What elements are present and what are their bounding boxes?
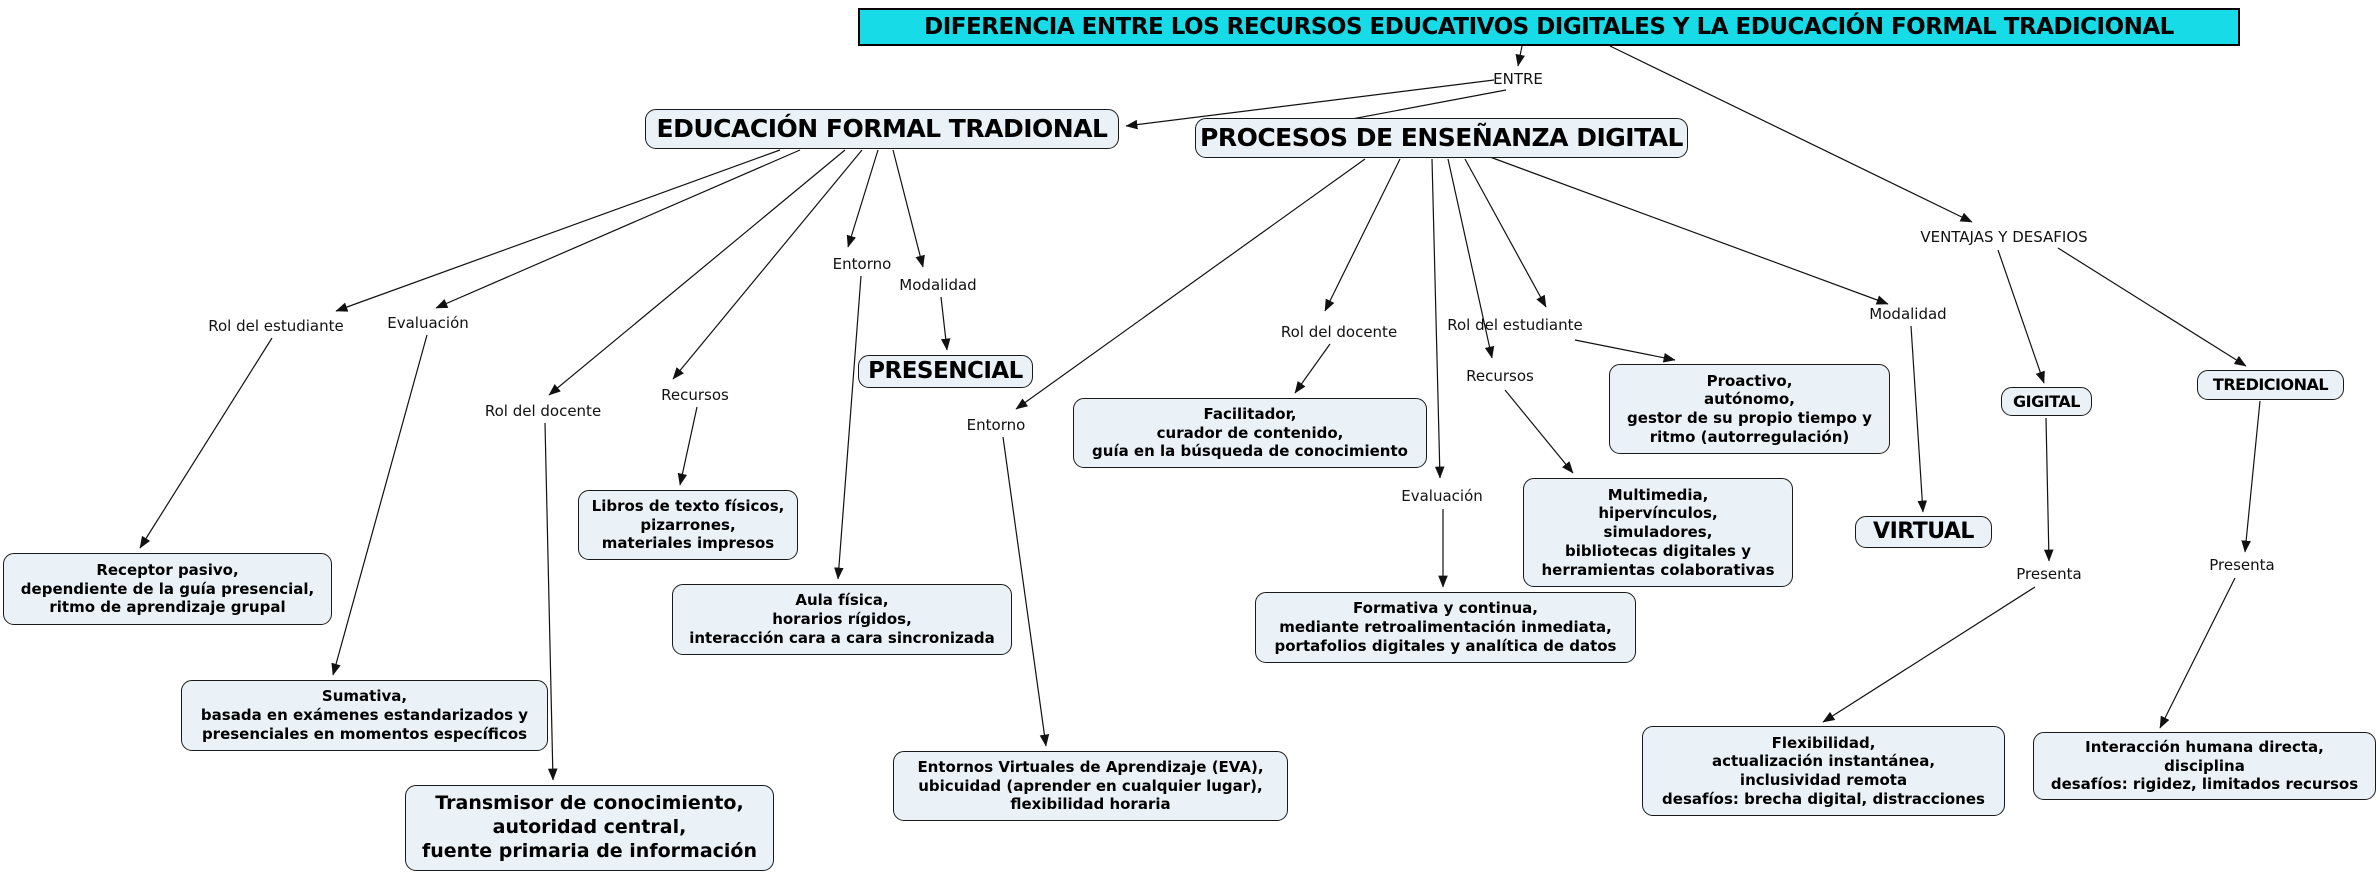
node-sumativa[interactable] — [181, 680, 548, 751]
node-transmisor-line: fuente primaria de información — [421, 839, 757, 862]
edge-modalidad-presencial — [941, 297, 947, 350]
edge-ped-rol-estudiante — [1465, 159, 1546, 307]
node-formativa-line: Formativa y continua, — [1353, 599, 1538, 618]
node-educacion-formal-tradional-line: EDUCACIÓN FORMAL TRADIONAL — [656, 114, 1108, 144]
link-label-presenta-1[interactable]: Presenta — [2016, 565, 2082, 583]
link-label-recursos-izq[interactable]: Recursos — [661, 386, 729, 404]
link-label-rol-del-estudiante-izq[interactable]: Rol del estudiante — [208, 317, 344, 335]
node-educacion-formal-tradional[interactable] — [645, 109, 1119, 149]
node-multimedia-line: simuladores, — [1603, 523, 1713, 542]
node-virtual-line: VIRTUAL — [1873, 518, 1974, 544]
link-label-recursos-centro[interactable]: Recursos — [1466, 367, 1534, 385]
edge-ventajas-tredicional — [2058, 248, 2246, 366]
edge-eft-evaluacion — [436, 150, 800, 308]
node-aula-fisica-line: Aula física, — [795, 591, 889, 610]
edge-entorno-aula — [838, 276, 861, 579]
edge-ped-rol-docente — [1325, 159, 1400, 311]
link-label-entorno-1[interactable]: Entorno — [832, 255, 892, 273]
node-transmisor-line: Transmisor de conocimiento, — [435, 792, 744, 815]
node-multimedia-line: herramientas colaborativas — [1541, 560, 1775, 579]
node-sumativa-line: presenciales en momentos específicos — [201, 724, 528, 743]
node-interaccion-humana-line: Interacción humana directa, — [2085, 737, 2324, 756]
node-eva-line: flexibilidad horaria — [1010, 795, 1171, 814]
node-eva-line: ubicuidad (aprender en cualquier lugar), — [918, 776, 1263, 795]
node-interaccion-humana[interactable] — [2033, 732, 2376, 800]
link-label-entre[interactable]: ENTRE — [1493, 70, 1543, 88]
edge-recursos-multimedia — [1505, 390, 1573, 473]
node-aula-fisica-line: interacción cara a cara sincronizada — [689, 628, 995, 647]
node-presencial[interactable] — [858, 355, 1033, 388]
node-proactivo-line: gestor de su propio tiempo y — [1627, 409, 1872, 427]
node-presencial-line: PRESENCIAL — [868, 357, 1023, 384]
edge-gigital-presenta1 — [2046, 418, 2049, 561]
node-interaccion-humana-line: disciplina — [2164, 756, 2245, 775]
link-label-presenta-2[interactable]: Presenta — [2209, 556, 2275, 574]
edge-recursos-libros — [680, 407, 697, 485]
node-flexibilidad[interactable] — [1642, 726, 2005, 816]
link-label-entorno-2[interactable]: Entorno — [966, 416, 1026, 434]
node-procesos-ensenanza-digital-line: PROCESOS DE ENSEÑANZA DIGITAL — [1200, 123, 1683, 153]
node-gigital[interactable] — [2001, 387, 2092, 416]
node-multimedia[interactable] — [1523, 478, 1793, 587]
node-eva-line: Entornos Virtuales de Aprendizaje (EVA), — [917, 757, 1264, 776]
node-flexibilidad-line: inclusividad remota — [1739, 771, 1908, 789]
node-proactivo-line: autónomo, — [1704, 390, 1795, 409]
node-facilitador-line: curador de contenido, — [1156, 423, 1344, 442]
edge-evaluacion-sumativa — [333, 335, 427, 675]
node-sumativa-line: Sumativa, — [321, 687, 408, 706]
edge-ped-entorno2 — [1016, 159, 1365, 409]
node-libros-line: materiales impresos — [601, 534, 775, 553]
node-aula-fisica-line: horarios rígidos, — [772, 610, 912, 629]
link-label-evaluacion-centro[interactable]: Evaluación — [1401, 487, 1483, 505]
node-tredicional[interactable] — [2197, 370, 2344, 400]
node-libros[interactable] — [578, 490, 798, 560]
edge-eft-entorno — [848, 150, 878, 247]
edge-rol-estudiante-proactivo — [1575, 340, 1675, 360]
edge-ventajas-gigital — [1998, 250, 2044, 383]
edge-ped-evaluacion — [1432, 159, 1440, 478]
edge-presenta1-flexibilidad — [1823, 587, 2035, 722]
node-formativa-line: mediante retroalimentación inmediata, — [1279, 618, 1612, 637]
link-label-evaluacion-izq[interactable]: Evaluación — [387, 314, 469, 332]
node-flexibilidad-line: actualización instantánea, — [1711, 752, 1936, 771]
edge-rol-estudiante-receptor — [140, 338, 272, 548]
link-label-modalidad-der[interactable]: Modalidad — [1869, 305, 1947, 323]
node-facilitador[interactable] — [1073, 398, 1427, 468]
node-aula-fisica[interactable] — [672, 584, 1012, 655]
edge-rol-docente-facilitador — [1295, 344, 1330, 393]
link-label-rol-del-docente-centro[interactable]: Rol del docente — [1280, 323, 1398, 341]
node-transmisor[interactable] — [405, 785, 774, 871]
node-multimedia-line: hipervínculos, — [1598, 504, 1718, 523]
node-multimedia-line: bibliotecas digitales y — [1564, 541, 1751, 560]
node-flexibilidad-line: Flexibilidad, — [1771, 733, 1876, 752]
node-proactivo-line: ritmo (autorregulación) — [1649, 427, 1850, 446]
node-formativa[interactable] — [1255, 592, 1636, 663]
node-receptor-pasivo-line: Receptor pasivo, — [96, 560, 239, 579]
node-sumativa-line: basada en exámenes estandarizados y — [200, 706, 529, 725]
edge-tredicional-presenta2 — [2245, 401, 2260, 552]
node-receptor-pasivo[interactable] — [3, 553, 332, 625]
link-label-rol-del-estudiante-centro[interactable]: Rol del estudiante — [1447, 316, 1583, 334]
edge-ped-modalidad — [1490, 157, 1888, 304]
node-procesos-ensenanza-digital[interactable] — [1195, 118, 1688, 158]
edge-title-entre — [1518, 46, 1522, 66]
node-receptor-pasivo-line: ritmo de aprendizaje grupal — [49, 598, 286, 617]
link-label-modalidad-1[interactable]: Modalidad — [899, 276, 977, 294]
node-gigital-line: GIGITAL — [2013, 391, 2080, 411]
node-facilitador-line: Facilitador, — [1203, 404, 1297, 423]
node-libros-line: Libros de texto físicos, — [591, 496, 785, 515]
node-formativa-line: portafolios digitales y analítica de datos — [1274, 636, 1617, 655]
node-facilitador-line: guía en la búsqueda de conocimiento — [1092, 442, 1408, 461]
edge-presenta2-interaccion — [2160, 578, 2235, 728]
link-label-rol-del-docente-izq[interactable]: Rol del docente — [484, 402, 602, 420]
node-interaccion-humana-line: desafíos: rigidez, limitados recursos — [2050, 775, 2359, 794]
node-transmisor-line: autoridad central, — [492, 816, 687, 839]
edge-eft-rol-estudiante — [336, 150, 780, 311]
node-eva[interactable] — [893, 751, 1288, 821]
node-libros-line: pizarrones, — [640, 515, 736, 534]
node-receptor-pasivo-line: dependiente de la guía presencial, — [20, 579, 315, 598]
node-virtual[interactable] — [1855, 516, 1992, 548]
node-proactivo-line: Proactivo, — [1706, 371, 1793, 390]
node-flexibilidad-line: desafíos: brecha digital, distracciones — [1662, 789, 1985, 808]
map-title-node[interactable]: DIFERENCIA ENTRE LOS RECURSOS EDUCATIVOS DIGITALES Y LA EDUCACIÓN FORMAL TRADICIONAL — [858, 8, 2240, 46]
edge-eft-modalidad — [893, 150, 923, 267]
node-multimedia-line: Multimedia, — [1607, 485, 1709, 504]
edge-eft-rol-docente — [549, 150, 845, 395]
edge-modalidad-virtual — [1911, 326, 1923, 512]
node-tredicional-line: TREDICIONAL — [2212, 375, 2329, 395]
node-proactivo[interactable] — [1609, 364, 1890, 454]
link-label-ventajas-y-desafios[interactable]: VENTAJAS Y DESAFIOS — [1920, 228, 2088, 246]
